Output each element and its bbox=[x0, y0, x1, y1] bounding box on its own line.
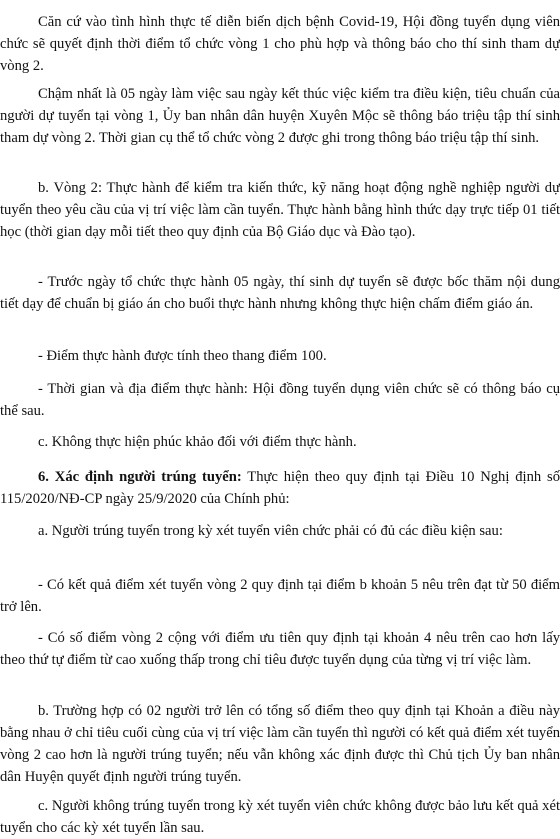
paragraph-text: c. Người không trúng tuyển trong kỳ xét tuyển viên chức không được bảo lưu kết quả xét tuyển cho các kỳ xét tuyển lần sau. bbox=[0, 798, 560, 836]
paragraph-score-threshold bbox=[0, 574, 560, 618]
paragraph-lottery bbox=[0, 271, 560, 315]
paragraph-text: Chậm nhất là 05 ngày làm việc sau ngày kết thúc việc kiểm tra điều kiện, tiêu chuẩn của người dự tuyển tại vòng 1, Ủy ban nhân dân huyện Xuyên Mộc sẽ thông báo triệu tập thí sinh tham dự vòng 2. Thời gian cụ thể tổ chức vòng 2 được ghi trong thông báo triệu tập thí sinh. bbox=[0, 86, 560, 146]
paragraph-priority bbox=[0, 627, 560, 671]
paragraph-round2-notice bbox=[0, 83, 560, 149]
paragraph-tie bbox=[0, 700, 560, 788]
section-6 bbox=[0, 466, 560, 510]
paragraph-no-review bbox=[0, 431, 560, 453]
paragraph-no-reserve bbox=[0, 795, 560, 839]
paragraph-text: Căn cứ vào tình hình thực tế diễn biến dịch bệnh Covid-19, Hội đồng tuyển dụng viên chức sẽ quyết định thời điểm tổ chức vòng 1 cho phù hợp và thông báo cho thí sinh tham dự vòng 2. bbox=[0, 14, 560, 74]
paragraph-time-place bbox=[0, 378, 560, 422]
paragraph-covid bbox=[0, 11, 560, 77]
section-heading: 6. Xác định người trúng tuyển: bbox=[38, 469, 242, 485]
paragraph-text: - Trước ngày tổ chức thực hành 05 ngày, thí sinh dự tuyển sẽ được bốc thăm nội dung tiết dạy để chuẩn bị giáo án cho buổi thực hành nhưng không thực hiện chấm điểm giáo án. bbox=[0, 274, 560, 312]
paragraph-text: - Có kết quả điểm xét tuyển vòng 2 quy định tại điểm b khoản 5 nêu trên đạt từ 50 điểm trở lên. bbox=[0, 577, 560, 615]
paragraph-text: - Có số điểm vòng 2 cộng với điểm ưu tiên quy định tại khoản 4 nêu trên cao hơn lấy theo thứ tự điểm từ cao xuống thấp trong chỉ tiêu được tuyển dụng của từng vị trí việc làm. bbox=[0, 630, 560, 668]
paragraph-conditions bbox=[0, 520, 560, 542]
paragraph-text: b. Trường hợp có 02 người trở lên có tổng số điểm theo quy định tại Khoản a điều này bằng nhau ở chỉ tiêu cuối cùng của vị trí việc làm cần tuyển thì người có kết quả điểm xét tuyển vòng 2 cao hơn là người trúng tuyển; nếu vẫn không xác định được thì Chủ tịch Ủy ban nhân dân Huyện quyết định người trúng tuyển. bbox=[0, 703, 560, 785]
paragraph-text: c. Không thực hiện phúc khảo đối với điểm thực hành. bbox=[38, 434, 357, 450]
paragraph-text: b. Vòng 2: Thực hành để kiểm tra kiến thức, kỹ năng hoạt động nghề nghiệp người dự tuyển theo yêu cầu của vị trí việc làm cần tuyển. Thực hành bằng hình thức dạy trực tiếp 01 tiết học (thời gian dạy mỗi tiết theo quy định của Bộ Giáo dục và Đào tạo). bbox=[0, 180, 560, 240]
paragraph-text: - Điểm thực hành được tính theo thang điểm 100. bbox=[38, 348, 327, 364]
paragraph-text: Thực hiện theo quy định tại Điều 10 Nghị định số 115/2020/NĐ-CP ngày 25/9/2020 của Chính phủ: bbox=[0, 469, 560, 507]
paragraph-round2 bbox=[0, 177, 560, 243]
paragraph-score-scale bbox=[0, 345, 560, 367]
paragraph-text: - Thời gian và địa điểm thực hành: Hội đồng tuyển dụng viên chức sẽ có thông báo cụ thể sau. bbox=[0, 381, 560, 419]
paragraph-text: a. Người trúng tuyển trong kỳ xét tuyển viên chức phải có đủ các điều kiện sau: bbox=[38, 523, 503, 539]
